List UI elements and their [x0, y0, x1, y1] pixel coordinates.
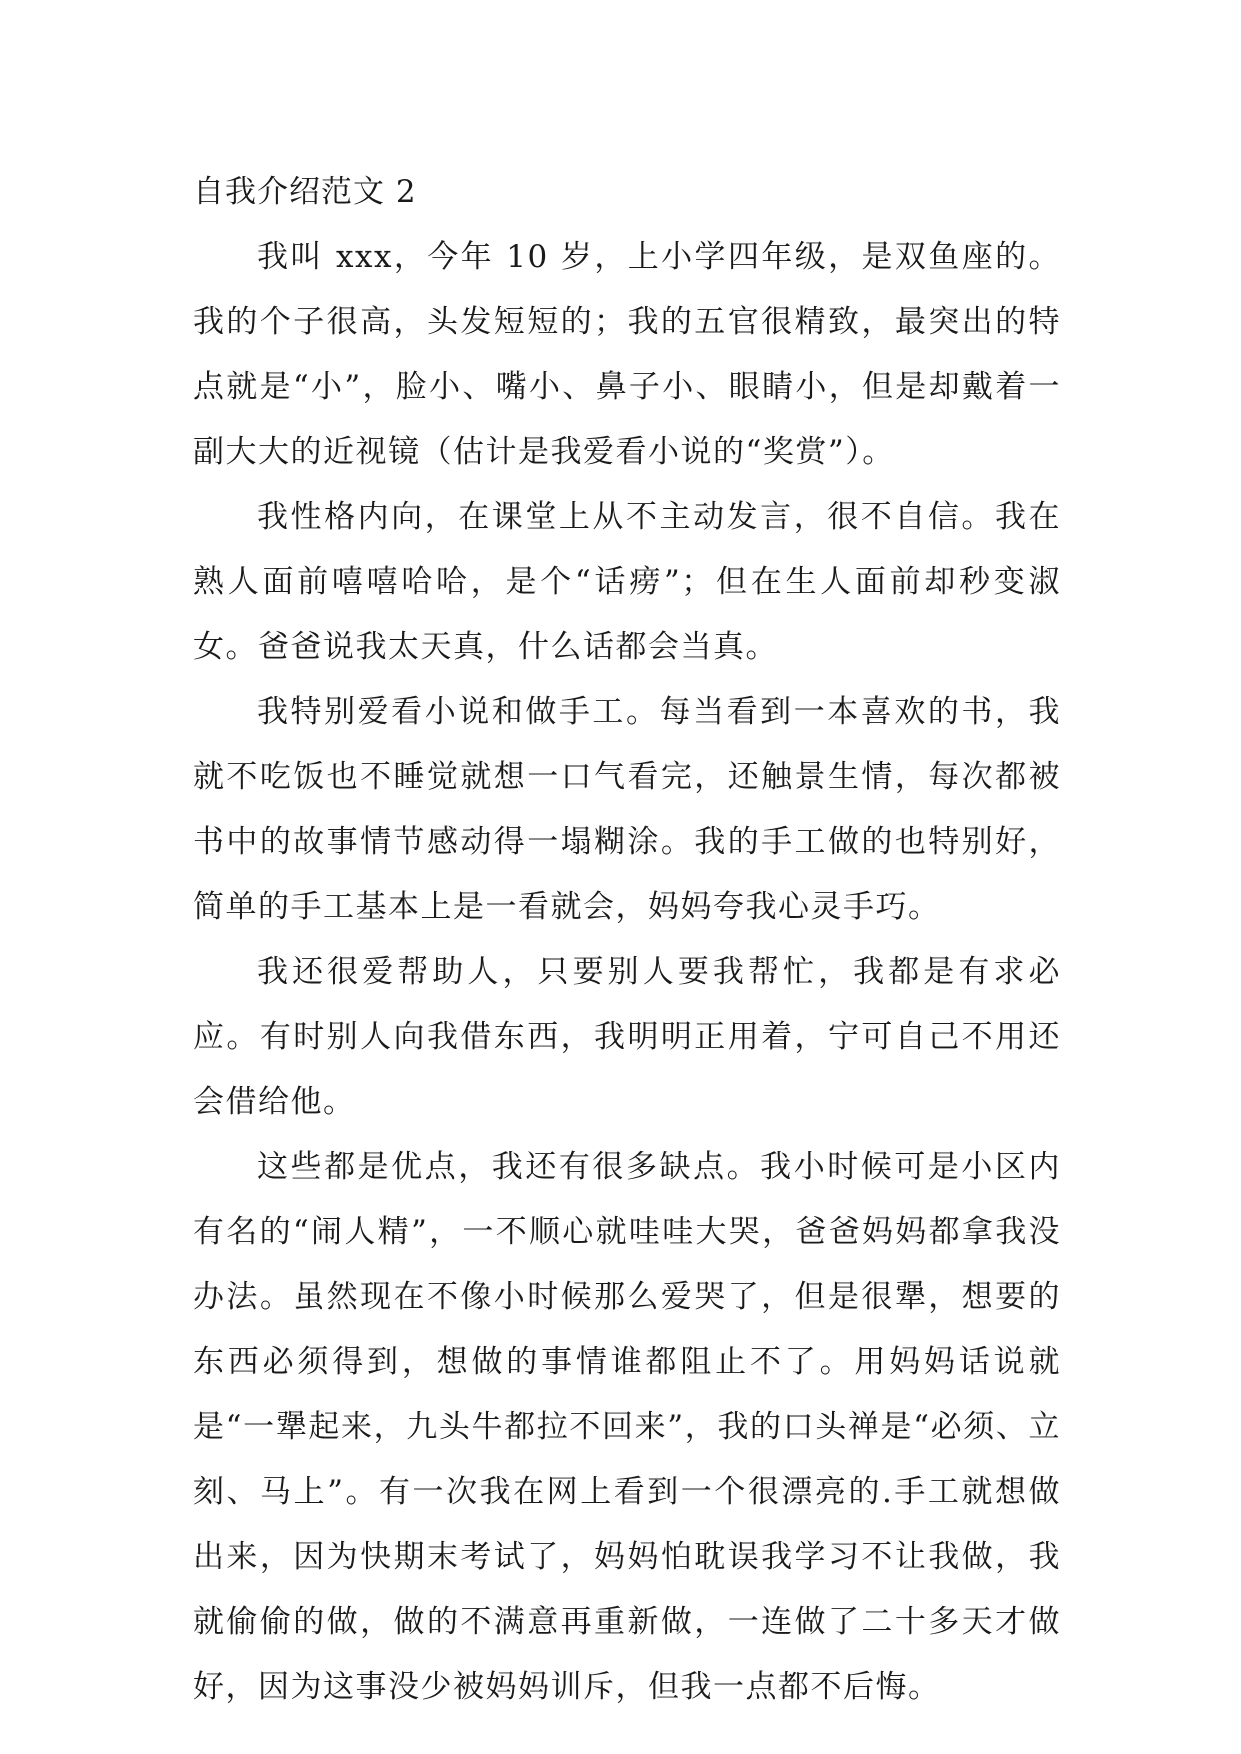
paragraph-appearance: 我叫 xxx，今年 10 岁，上小学四年级，是双鱼座的。我的个子很高，头发短短的；我的五官很精致，最突出的特点就是“小”，脸小、嘴小、鼻子小、眼睛小，但是却戴着一副大大的近视镜（估计是我爱看小说的“奖赏”）。 — [193, 239, 1061, 470]
paragraph-hobbies: 我特别爱看小说和做手工。每当看到一本喜欢的书，我就不吃饭也不睡觉就想一口气看完，还触景生情，每次都被书中的故事情节感动得一塌糊涂。我的手工做的也特别好，简单的手工基本上是一看就会，妈妈夸我心灵手巧。 — [193, 694, 1061, 925]
paragraph-helping: 我还很爱帮助人，只要别人要我帮忙，我都是有求必应。有时别人向我借东西，我明明正用着，宁可自己不用还会借给他。 — [193, 954, 1061, 1120]
paragraph-shortcomings: 这些都是优点，我还有很多缺点。我小时候可是小区内有名的“闹人精”，一不顺心就哇哇大哭，爸爸妈妈都拿我没办法。虽然现在不像小时候那么爱哭了，但是很犟，想要的东西必须得到，想做的事情谁都阻止不了。用妈妈话说就是“一犟起来，九头牛都拉不回来”，我的口头禅是“必须、立刻、马上”。有一次我在网上看到一个很漂亮的.手工就想做出来，因为快期末考试了，妈妈怕耽误我学习不让我做，我就偷偷的做，做的不满意再重新做，一连做了二十多天才做好，因为这事没少被妈妈训斥，但我一点都不后悔。 — [193, 1149, 1061, 1705]
document-body — [193, 160, 1061, 1720]
document-title: 自我介绍范文 2 — [193, 174, 417, 210]
paragraph-personality: 我性格内向，在课堂上从不主动发言，很不自信。我在熟人面前嘻嘻哈哈，是个“话痨”；但在生人面前却秒变淑女。爸爸说我太天真，什么话都会当真。 — [193, 499, 1061, 665]
